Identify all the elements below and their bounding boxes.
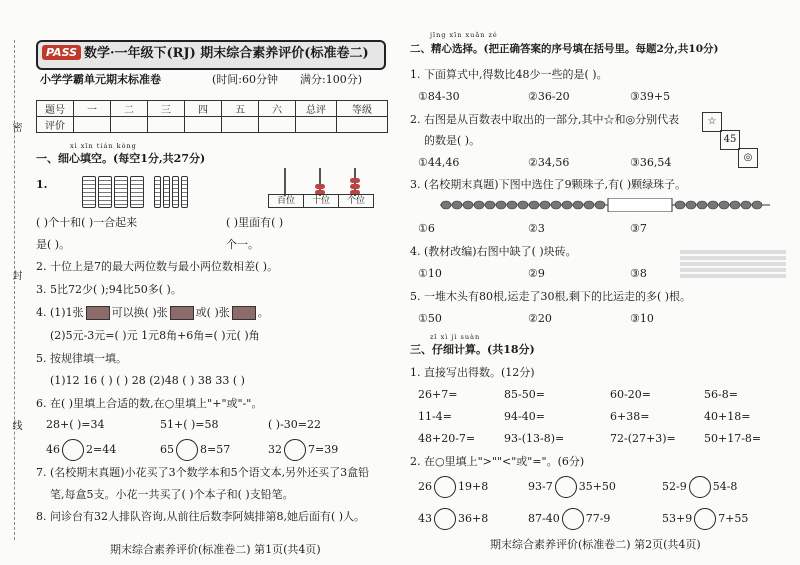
compare-circle[interactable] (689, 476, 711, 498)
score-cell: 评价 (37, 117, 74, 133)
q8-text: 8. 问诊台有32人排队咨询,从前往后数李阿姨排第8,她后面有( )人。 (36, 510, 366, 523)
score-input[interactable] (185, 117, 222, 133)
exam-score: 满分:100分) (300, 73, 362, 86)
exam-time: (时间:60分钟 (212, 73, 278, 86)
stick-icon (181, 176, 188, 208)
cmp-right: 54-8 (712, 480, 738, 493)
exam-subtitle: 小学学霸单元期末标准卷 (40, 73, 161, 86)
seal-line (14, 40, 15, 540)
s2-q3-text: 3. (名校期末真题)下图中选住了9颗珠子,有( )颗绿珠子。 (410, 178, 687, 191)
score-table (36, 100, 388, 133)
score-cell: 等级 (337, 101, 388, 117)
q5-sequences: (1)12 16 ( ) ( ) 28 (2)48 ( ) 38 33 ( ) (50, 374, 245, 387)
s2-q1-opt: ②36-20 (528, 90, 570, 103)
stick-bundle-icon (98, 176, 112, 208)
compare-item (528, 476, 616, 498)
score-cell: 六 (259, 101, 296, 117)
section2-pinyin: jīng xīn xuǎn zé (430, 31, 498, 39)
cmp-left: 93-7 (528, 480, 553, 493)
score-cell: 五 (222, 101, 259, 117)
section3-pinyin: zǐ xì jì suàn (430, 333, 481, 341)
circle-cell: ◎ (738, 148, 758, 168)
calc-item: 48+20-7= (418, 432, 476, 445)
q6-compare-b (160, 439, 230, 461)
q7-line1: 7. (名校期末真题)小花买了3个数学本和5个语文本,另外还买了3盒铅 (36, 466, 370, 479)
s2-q3-opt: ③7 (630, 222, 647, 235)
q6-eq: ( )-30=22 (268, 418, 322, 431)
score-cell: 四 (185, 101, 222, 117)
q5-text: 5. 按规律填一填。 (36, 352, 127, 365)
s2-q5-opt: ①50 (418, 312, 442, 325)
s3-q2-text: 2. 在○里填上">""<"或"="。(6分) (410, 455, 585, 468)
score-cell: 题号 (37, 101, 74, 117)
score-input[interactable] (222, 117, 259, 133)
score-cell: 一 (74, 101, 111, 117)
compare-circle[interactable] (434, 476, 456, 498)
section3-title: 三、仔细计算。(共18分) (410, 343, 535, 356)
stick-bundle-icon (130, 176, 144, 208)
stick-bundle-icon (114, 176, 128, 208)
s2-q4-opt: ②9 (528, 267, 545, 280)
q1-text-a: ( )个十和( )一合起来 (36, 216, 138, 229)
place-tens: 十位 (303, 194, 339, 208)
q1-text-c: ( )里面有( ) (226, 216, 284, 229)
q4-part-b: 可以换( )张 (111, 306, 168, 319)
right-footer: 期末综合素养评价(标准卷二) 第2页(共4页) (490, 538, 701, 551)
score-cell: 二 (111, 101, 148, 117)
calc-item: 94-40= (504, 410, 545, 423)
compare-item (662, 508, 748, 530)
place-ones: 个位 (338, 194, 374, 208)
s2-q3-opt: ②3 (528, 222, 545, 235)
brick-wall-figure (680, 250, 786, 280)
stick-icon (163, 176, 170, 208)
s2-q2-text-b: 的数是( )。 (424, 134, 481, 147)
cmp-right: 35+50 (578, 480, 616, 493)
q4-line1 (36, 306, 269, 320)
stick-icon (172, 176, 179, 208)
score-input[interactable] (337, 117, 388, 133)
s2-q5-text: 5. 一堆木头有80根,运走了30根,剩下的比运走的多( )根。 (410, 290, 692, 303)
s2-q2-opt: ③36,54 (630, 156, 672, 169)
s2-q1-opt: ③39+5 (630, 90, 671, 103)
q6-eq: 51+( )=58 (160, 418, 219, 431)
q4-part-d: 。 (257, 306, 269, 319)
cmp-left: 43 (418, 512, 432, 525)
star-cell: ☆ (702, 112, 722, 132)
calc-item: 60-20= (610, 388, 651, 401)
cmp-left: 52-9 (662, 480, 687, 493)
s2-q2-opt: ②34,56 (528, 156, 570, 169)
q1-number: 1. (36, 178, 48, 191)
calc-item: 85-50= (504, 388, 545, 401)
s2-q5-opt: ②20 (528, 312, 552, 325)
cmp-left: 53+9 (662, 512, 693, 525)
q4-part-a: 4. (1)1张 (36, 306, 84, 319)
compare-item (528, 508, 610, 530)
q7-line2: 笔,每盒5支。小花一共买了( )个本子和( )支铅笔。 (50, 488, 294, 501)
q6-right: 7=39 (308, 443, 339, 456)
calc-item: 56-8= (704, 388, 738, 401)
banknote-icon (232, 306, 256, 320)
operator-circle[interactable] (284, 439, 306, 461)
exam-header (36, 40, 386, 70)
compare-item (418, 508, 488, 530)
q1-text-d: 个一。 (226, 238, 259, 251)
q6-right: 2=44 (86, 443, 117, 456)
score-cell: 三 (148, 101, 185, 117)
q6-right: 8=57 (200, 443, 231, 456)
compare-circle[interactable] (555, 476, 577, 498)
s2-q5-opt: ③10 (630, 312, 654, 325)
cmp-right: 77-9 (585, 512, 611, 525)
score-input[interactable] (259, 117, 296, 133)
calc-item: 6+38= (610, 410, 650, 423)
compare-circle[interactable] (694, 508, 716, 530)
s2-q2-opt: ①44,46 (418, 156, 460, 169)
number-cell: 45 (720, 130, 740, 150)
q6-left: 65 (160, 443, 174, 456)
side-label-feng: 封 (10, 270, 21, 280)
section2-title: 二、精心选择。(把正确答案的序号填在括号里。每题2分,共10分) (410, 43, 719, 55)
score-input[interactable] (296, 117, 337, 133)
s2-q4-text: 4. (教材改编)右图中缺了( )块砖。 (410, 245, 577, 258)
s3-q1-text: 1. 直接写出得数。(12分) (410, 366, 535, 379)
score-input[interactable] (148, 117, 185, 133)
calc-item: 11-4= (418, 410, 452, 423)
s2-q3-opt: ①6 (418, 222, 435, 235)
cmp-left: 87-40 (528, 512, 560, 525)
calc-item: 40+18= (704, 410, 751, 423)
score-input[interactable] (111, 117, 148, 133)
stick-bundle-icon (82, 176, 96, 208)
section1-title: 一、细心填空。(每空1分,共27分) (36, 152, 206, 165)
q6-left: 46 (46, 443, 60, 456)
calc-item: 26+7= (418, 388, 458, 401)
s2-q4-opt: ①10 (418, 267, 442, 280)
s2-q2-text-a: 2. 右图是从百数表中取出的一部分,其中☆和◎分别代表 (410, 113, 680, 126)
place-hundreds: 百位 (268, 194, 304, 208)
cmp-right: 7+55 (718, 512, 749, 525)
operator-circle[interactable] (176, 439, 198, 461)
s2-q1-opt: ①84-30 (418, 90, 460, 103)
right-page (400, 0, 800, 565)
s2-q1-text: 1. 下面算式中,得数比48少一些的是( )。 (410, 68, 608, 81)
q3-text: 3. 5比72少( );94比50多( )。 (36, 283, 182, 296)
abacus-figure (268, 168, 372, 208)
banknote-icon (86, 306, 110, 320)
score-input[interactable] (74, 117, 111, 133)
score-cell: 总评 (296, 101, 337, 117)
cmp-right: 19+8 (458, 480, 489, 493)
compare-item (662, 476, 737, 498)
left-footer: 期末综合素养评价(标准卷二) 第1页(共4页) (110, 543, 321, 556)
q1-text-b: 是( )。 (36, 238, 71, 251)
q4-line2: (2)5元-3元=( )元 1元8角+6角=( )元( )角 (50, 329, 260, 342)
q6-compare-a (46, 439, 116, 461)
q6-compare-c (268, 439, 338, 461)
compare-circle[interactable] (562, 508, 584, 530)
q4-part-c: 或( )张 (195, 306, 230, 319)
stick-icon (154, 176, 161, 208)
pass-logo: PASS (42, 45, 81, 60)
cmp-right: 36+8 (458, 512, 489, 525)
side-label-xian: 线 (10, 420, 21, 430)
compare-item (418, 476, 488, 498)
compare-circle[interactable] (434, 508, 456, 530)
q6-eq: 28+( )=34 (46, 418, 105, 431)
operator-circle[interactable] (62, 439, 84, 461)
cmp-left: 26 (418, 480, 432, 493)
calc-item: 93-(13-8)= (504, 432, 565, 445)
calc-item: 72-(27+3)= (610, 432, 676, 445)
q2-text: 2. 十位上是7的最大两位数与最小两位数相差( )。 (36, 260, 279, 273)
q6-text: 6. 在( )里填上合适的数,在○里填上"+"或"-"。 (36, 397, 263, 410)
banknote-icon (170, 306, 194, 320)
side-label-mi: 密 (10, 122, 21, 132)
calc-item: 50+17-8= (704, 432, 762, 445)
section1-pinyin: xì xīn tián kòng (70, 142, 137, 150)
exam-title: 数学·一年级下(RJ) 期末综合素养评价(标准卷二) (84, 46, 369, 61)
s2-q4-opt: ③8 (630, 267, 647, 280)
bead-string-figure (440, 198, 770, 212)
q6-left: 32 (268, 443, 282, 456)
